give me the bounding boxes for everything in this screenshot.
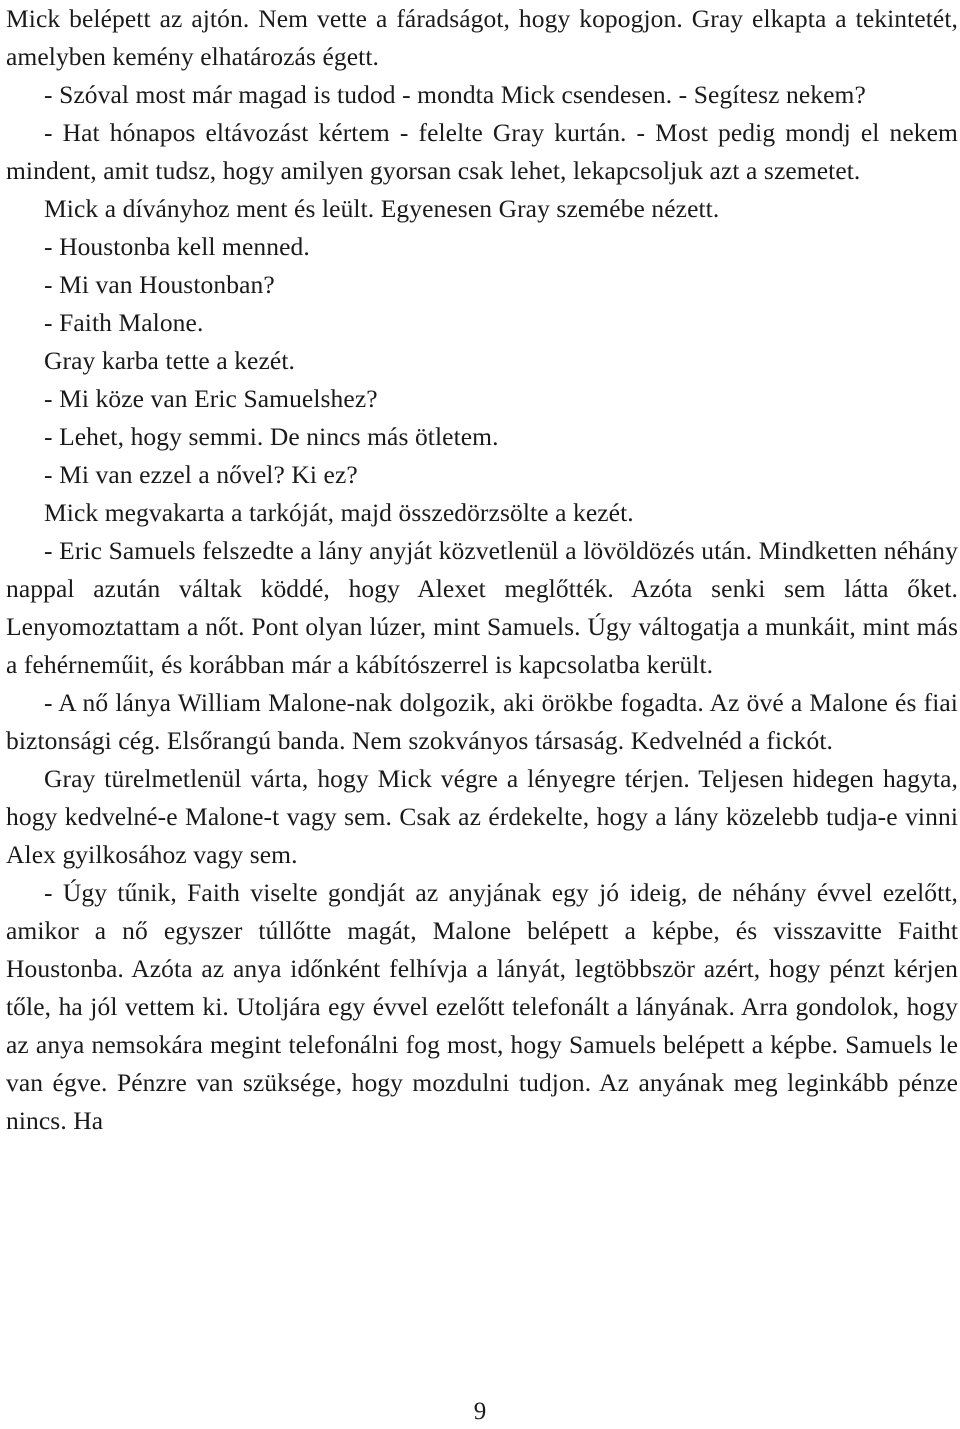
paragraph-11: - Mi van ezzel a nővel? Ki ez? <box>44 460 358 489</box>
paragraph-4: Mick a díványhoz ment és leült. Egyenesen Gray szemébe nézett. <box>44 194 720 223</box>
paragraph-2: - Szóval most már magad is tudod - mondta Mick csendesen. - Segítesz nekem? <box>44 80 866 109</box>
paragraph-15: Gray türelmetlenül várta, hogy Mick végre a lényegre térjen. Teljesen hidegen hagyta, hogy kedvelné-e Malone-t vagy sem. Csak az érdekelte, hogy a lány közelebb tudja-e vinni Alex gyilkosához vagy sem. <box>6 764 958 869</box>
paragraph-14: - A nő lánya William Malone-nak dolgozik, aki örökbe fogadta. Az övé a Malone és fiai biztonsági cég. Elsőrangú banda. Nem szokványos társaság. Kedvelnéd a fickót. <box>6 688 958 755</box>
paragraph-13: - Eric Samuels felszedte a lány anyját közvetlenül a lövöldözés után. Mindketten néhány nappal azután váltak köddé, hogy Alexet meglőtték. Azóta senki sem látta őket. Lenyomoztattam a nőt. Pont olyan lúzer, mint Samuels. Úgy váltogatja a munkáit, mint más a fehérneműit, és korábban már a kábítószerrel is kapcsolatba került. <box>6 536 958 679</box>
paragraph-5: - Houstonba kell menned. <box>44 232 310 261</box>
page-number: 9 <box>473 1398 487 1425</box>
body-text <box>6 0 958 1140</box>
paragraph-7: - Faith Malone. <box>44 308 204 337</box>
paragraph-8: Gray karba tette a kezét. <box>44 346 295 375</box>
paragraph-10: - Lehet, hogy semmi. De nincs más ötletem. <box>44 422 499 451</box>
paragraph-16: - Úgy tűnik, Faith viselte gondját az anyjának egy jó ideig, de néhány évvel ezelőtt, amikor a nő egyszer túllőtte magát, Malone belépett a képbe, és visszavitte Faitht Houstonba. Azóta az anya időnként felhívja a lányát, legtöbbször azért, hogy pénzt kérjen tőle, ha jól vettem ki. Utoljára egy évvel ezelőtt telefonált a lányának. Arra gondolok, hogy az anya nemsokára megint telefonálni fog most, hogy Samuels belépett a képbe. Samuels le van égve. Pénzre van szüksége, hogy mozdulni tudjon. Az anyának meg leginkább pénze nincs. Ha <box>6 878 958 1135</box>
paragraph-1: Mick belépett az ajtón. Nem vette a fáradságot, hogy kopogjon. Gray elkapta a tekintetét, amelyben kemény elhatározás égett. <box>6 4 958 71</box>
paragraph-12: Mick megvakarta a tarkóját, majd összedörzsölte a kezét. <box>44 498 634 527</box>
paragraph-3: - Hat hónapos eltávozást kértem - felelte Gray kurtán. - Most pedig mondj el nekem mindent, amit tudsz, hogy amilyen gyorsan csak lehet, lekapcsoljuk azt a szemetet. <box>6 118 958 185</box>
paragraph-6: - Mi van Houstonban? <box>44 270 275 299</box>
paragraph-9: - Mi köze van Eric Samuelshez? <box>44 384 378 413</box>
